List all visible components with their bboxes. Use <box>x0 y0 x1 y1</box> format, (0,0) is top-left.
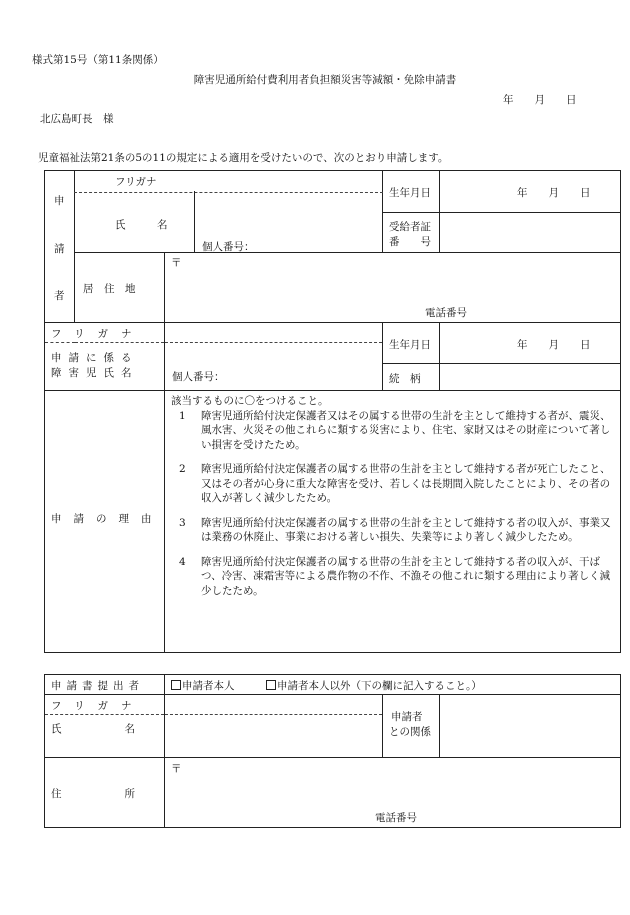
reason-label: 申請の理由 <box>45 391 165 653</box>
child-furigana-label: フリガナ <box>45 323 165 343</box>
applicant-address-label: 居 住 地 <box>75 253 165 323</box>
postal-mark: 〒 <box>171 257 182 269</box>
applicant-name-cell[interactable] <box>75 213 383 253</box>
submitter-options <box>165 675 621 695</box>
option-other[interactable]: 申請者本人以外（下の欄に記入すること。） <box>266 678 482 693</box>
child-furigana-field[interactable] <box>165 323 383 343</box>
reason-instruction: 該当するものに〇をつけること。 <box>171 395 329 407</box>
submitter-furigana-label: フリガナ <box>45 695 165 715</box>
applicant-furigana-cell[interactable] <box>75 171 383 213</box>
submitter-relation-field[interactable] <box>440 695 621 758</box>
applicant-section-label: 申 請 者 <box>45 171 75 323</box>
date-line: 年 月 日 <box>503 94 577 106</box>
submitter-phone-label: 電話番号 <box>375 812 417 824</box>
submitter-name-field[interactable] <box>165 715 383 758</box>
applicant-cert-field[interactable] <box>440 213 621 253</box>
applicant-name-label: 氏 名 <box>115 218 168 231</box>
reason-item-1[interactable]: 1 障害児通所給付決定保護者又はその属する世帯の生計を主として維持する者が、震災、風水害、火災その他これらに類する災害により、住宅、家財又はその財産について著しい損害を受けたため。 <box>179 409 611 451</box>
submitter-address-label: 住 所 <box>45 758 165 828</box>
submitter-name-label: 氏 名 <box>45 715 165 758</box>
form-number: 様式第15号（第11条関係） <box>32 54 164 66</box>
reason-field[interactable] <box>165 391 621 653</box>
submitter-label: 申請書提出者 <box>45 675 165 695</box>
checkbox-self[interactable] <box>171 680 181 690</box>
child-personal-number: 個人番号： <box>172 371 225 383</box>
child-relation-label: 続 柄 <box>383 364 440 391</box>
applicant-cert-label: 受給者証 番 号 <box>383 213 440 253</box>
checkbox-other[interactable] <box>266 680 276 690</box>
reason-item-4[interactable]: 4 障害児通所給付決定保護者の属する世帯の生計を主として維持する者の収入が、干ばつ、冷害、凍霜害等による農作物の不作、不漁その他これに類する理由により著しく減少したため。 <box>179 555 611 597</box>
submitter-relation-label: 申請者 との関係 <box>383 695 440 758</box>
child-name-label: 申請に係る 障害児氏名 <box>45 343 165 391</box>
form-title: 障害児通所給付費利用者負担額災害等減額・免除申請書 <box>193 74 457 86</box>
application-table <box>44 170 621 653</box>
applicant-furigana-label: フリガナ <box>115 176 157 188</box>
reason-item-2[interactable]: 2 障害児通所給付決定保護者の属する世帯の生計を主として維持する者が死亡したこと、又はその者が心身に重大な障害を受け、若しくは長期間入院したことにより、その者の収入が著しく減少したため。 <box>179 463 611 504</box>
applicant-dob-field[interactable]: 年 月 日 <box>440 171 621 213</box>
intro-text: 児童福祉法第21条の5の11の規定による適用を受けたいので、次のとおり申請します。 <box>38 152 449 164</box>
submitter-postal-mark: 〒 <box>171 763 182 775</box>
submitter-table <box>44 674 621 828</box>
child-name-field[interactable] <box>165 343 383 391</box>
addressee: 北広島町長 様 <box>40 113 114 125</box>
child-dob-label: 生年月日 <box>383 323 440 364</box>
applicant-personal-number: 個人番号： <box>202 240 255 253</box>
reason-item-3[interactable]: 3 障害児通所給付決定保護者の属する世帯の生計を主として維持する者の収入が、事業又は業務の休廃止、事業における著しい損失、失業等により著しく減少したため。 <box>179 516 611 543</box>
applicant-dob-label: 生年月日 <box>383 171 440 213</box>
child-dob-field[interactable]: 年 月 日 <box>440 323 621 364</box>
option-self[interactable]: 申請者本人 <box>171 678 235 693</box>
submitter-furigana-field[interactable] <box>165 695 383 715</box>
applicant-phone-label: 電話番号 <box>425 307 467 319</box>
applicant-address-field[interactable] <box>165 253 621 323</box>
child-relation-field[interactable] <box>440 364 621 391</box>
submitter-address-field[interactable] <box>165 758 621 828</box>
